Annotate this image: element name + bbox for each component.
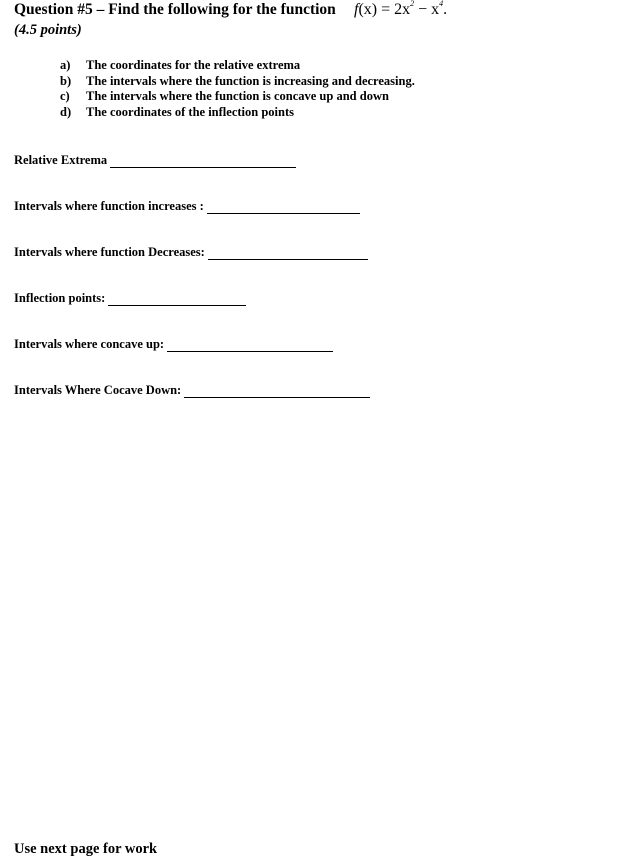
- concave-down-field: [14, 383, 370, 398]
- exponent-four: 4: [439, 0, 444, 8]
- part-text: The intervals where the function is concave up and down: [86, 89, 389, 103]
- function-period: .: [443, 1, 448, 18]
- function-argument: (x) = 2x: [358, 1, 411, 18]
- part-marker: d): [60, 104, 72, 119]
- inflection-points-answer-line[interactable]: [108, 293, 246, 306]
- part-text: The coordinates of the inflection points: [86, 104, 294, 119]
- relative-extrema-answer-line[interactable]: [110, 155, 296, 168]
- decreasing-label: Intervals where function Decreases:: [14, 245, 205, 259]
- parts-list: [60, 58, 415, 120]
- part-marker: a): [60, 58, 71, 72]
- relative-extrema-label: Relative Extrema: [14, 153, 108, 167]
- exponent-two: 2: [410, 0, 415, 8]
- points-label: (4.5 points): [14, 22, 82, 38]
- part-d: [60, 105, 415, 121]
- concave-up-field: [14, 337, 333, 352]
- footer-note: Use next page for work: [14, 841, 158, 857]
- part-text: The intervals where the function is increasing and decreasing.: [86, 73, 415, 88]
- increasing-label: Intervals where function increases :: [14, 199, 204, 213]
- decreasing-field: [14, 245, 368, 260]
- increasing-field: [14, 199, 360, 214]
- part-marker: c): [60, 89, 70, 103]
- question-title: Question #5 – Find the following for the function: [14, 1, 336, 18]
- part-a: [60, 58, 415, 74]
- part-b: [60, 74, 415, 90]
- increasing-answer-line[interactable]: [207, 201, 360, 214]
- part-c: [60, 89, 415, 105]
- inflection-points-label: Inflection points:: [14, 291, 106, 305]
- concave-down-label: Intervals Where Cocave Down:: [14, 383, 182, 397]
- relative-extrema-field: [14, 153, 296, 168]
- concave-up-label: Intervals where concave up:: [14, 337, 165, 351]
- part-marker: b): [60, 73, 72, 88]
- concave-down-answer-line[interactable]: [184, 385, 370, 398]
- inflection-points-field: [14, 291, 246, 306]
- function-name: f: [354, 1, 359, 18]
- function-minus-term: − x: [414, 1, 440, 18]
- function-expression: [354, 0, 447, 19]
- part-text: The coordinates for the relative extrema: [86, 58, 301, 72]
- decreasing-answer-line[interactable]: [208, 247, 368, 260]
- concave-up-answer-line[interactable]: [167, 339, 333, 352]
